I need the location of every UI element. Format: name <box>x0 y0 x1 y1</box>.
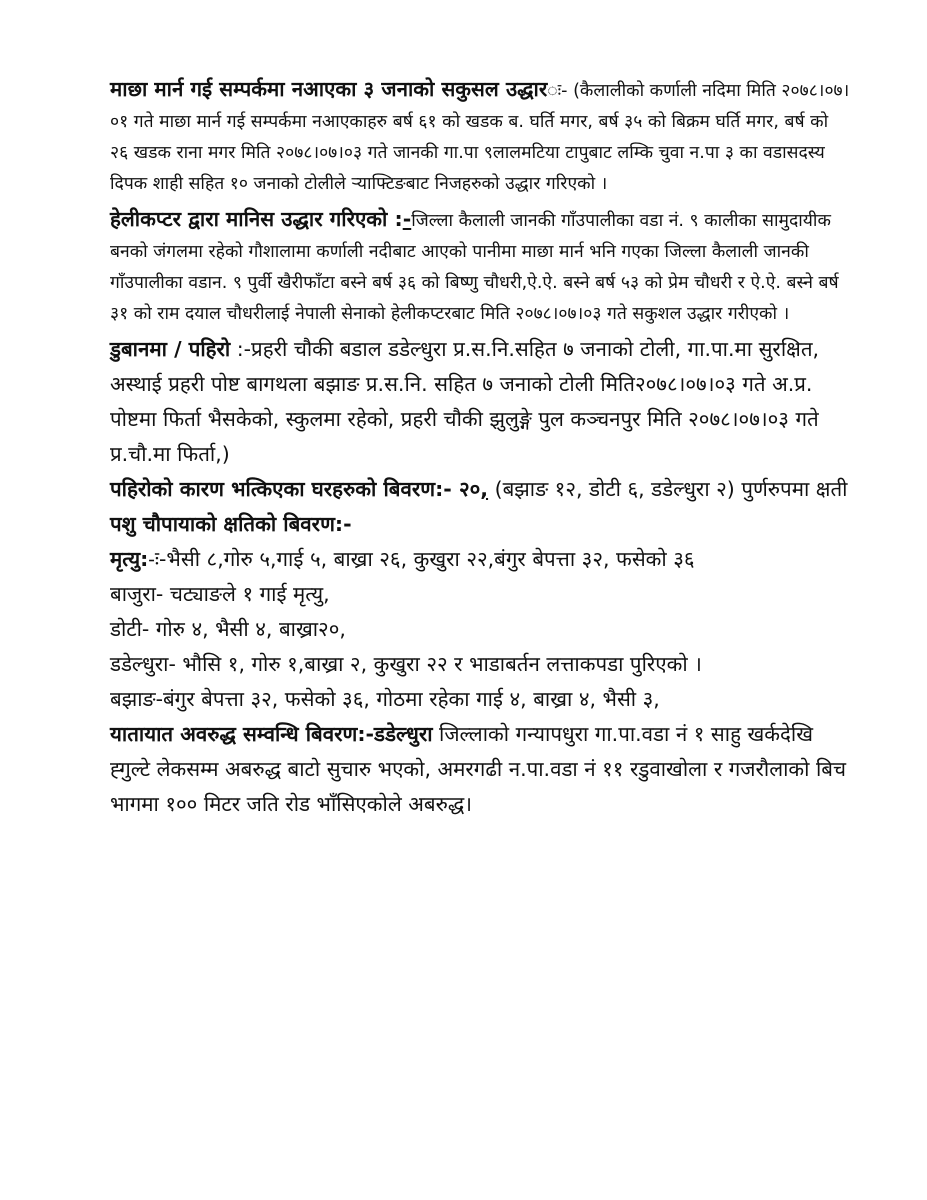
heading-traffic-blockage: यातायात अवरुद्ध सम्वन्धि बिवरण:-डडेल्धुरा <box>110 722 433 746</box>
line-bajhang <box>110 682 850 717</box>
document-page <box>110 72 850 822</box>
paragraph-flood-landslide <box>110 332 850 472</box>
heading-flood-landslide: डुबानमा / पहिरो <box>110 337 231 361</box>
heading-livestock-loss <box>110 507 850 542</box>
line-doti <box>110 612 850 647</box>
heading-fishermen-rescue: माछा मार्न गई सम्पर्कमा नआएका ३ जनाको सकुसल उद्धार <box>110 77 548 101</box>
heading-houses-damaged: पहिरोको कारण भत्किएका घरहरुको बिवरण:- २० <box>110 477 481 501</box>
body-helicopter-rescue: जिल्ला कैलाली जानकी गाँउपालीका वडा नं. ९ कालीका सामुदायीक बनको जंगलमा रहेको गौशालामा कर्णाली नदीबाट आएको पानीमा माछा मार्न भनि गएका जिल्ला कैलाली जानकी गाँउपालीका वडान. ९ पुर्वी खैरीफाँटा बस्ने बर्ष ३६ को बिष्णु चौधरी,ऐ.ऐ. बस्ने बर्ष ५३ को प्रेम चौधरी र ऐ.ऐ. बस्ने बर्ष ३१ को राम दयाल चौधरीलाई नेपाली सेनाको हेलीकप्टरबाट मिति २०७८।०७।०३ गते सकुशल उद्धार गरीएको । <box>110 211 839 324</box>
heading-separator-dash: - <box>402 207 412 231</box>
body-fishermen-rescue: (कैलालीको कर्णाली नदिमा मिति २०७८।०७।०१ गते माछा मार्न गई सम्पर्कमा नआएकाहरु बर्ष ६१ को खडक ब. घर्ति मगर, बर्ष ३५ को बिक्रम घर्ति मगर, बर्ष को २६ खडक राना मगर मिति २०७८।०७।०३ गते जानकी गा.पा ९लालमटिया टापुबाट लम्कि चुवा न.पा ३ का वडासदस्य दिपक शाही सहित १० जनाको टोलीले र्‍याफ्टिङबाट निजहरुको उद्धार गरिएको । <box>110 81 850 194</box>
paragraph-traffic-blockage <box>110 717 850 822</box>
line-bajura <box>110 577 850 612</box>
dadeldhura-text: डडेल्धुरा- भौसि १, गोरु १,बाख्रा २, कुखुरा २२ र भाडाबर्तन लत्ताकपडा पुरिएको । <box>110 652 702 676</box>
bajura-text: बाजुरा- चट्याङले १ गाई मृत्यु, <box>110 582 330 606</box>
paragraph-houses-damaged <box>110 472 850 507</box>
heading-deaths: मृत्यु: <box>110 547 149 571</box>
heading-helicopter-rescue: हेलीकप्टर द्वारा मानिस उद्धार गरिएको <box>110 207 388 231</box>
livestock-heading-text: पशु चौपायाको क्षतिको बिवरण:- <box>110 512 352 536</box>
paragraph-helicopter-rescue <box>110 202 850 330</box>
body-houses-damaged: (बझाङ १२, डोटी ६, डडेल्धुरा २) पुर्णरुपमा क्षती <box>488 477 848 501</box>
heading-separator: : <box>387 207 403 231</box>
heading-comma: , <box>480 477 489 501</box>
line-dadeldhura <box>110 647 850 682</box>
body-flood-landslide: :-प्रहरी चौकी बडाल डडेल्धुरा प्र.स.नि.सहित ७ जनाको टोली, गा.पा.मा सुरक्षित, अस्थाई प्रहरी पोष्ट बागथला बझाङ प्र.स.नि. सहित ७ जनाको टोली मिति२०७८।०७।०३ गते अ.प्र. पोष्टमा फिर्ता भैसकेको, स्कुलमा रहेको, प्रहरी चौकी झुलुङ्गे पुल कञ्चनपुर मिति २०७८।०७।०३ गते प्र.चौ.मा फिर्ता,) <box>110 337 820 466</box>
doti-text: डोटी- गोरु ४, भैसी ४, बाख्रा२०, <box>110 617 346 641</box>
paragraph-fishermen-rescue <box>110 72 850 200</box>
body-traffic-blockage: जिल्लाको गन्यापधुरा गा.पा.वडा नं १ साहु खर्कदेखि ह्गुल्टे लेकसम्म अबरुद्ध बाटो सुचारु भएको, अमरगढी न.पा.वडा नं ११ रडुवाखोला र गजरौलाको बिच भागमा १०० मिटर जति रोड भाँसिएकोले अबरुद्ध। <box>110 722 847 816</box>
heading-separator: ः- <box>547 81 568 101</box>
bajhang-text: बझाङ-बंगुर बेपत्ता ३२, फसेको ३६, गोठमा रहेका गाई ४, बाख्रा ४, भैसी ३, <box>110 687 660 711</box>
body-deaths: -ः-भैसी ८,गोरु ५,गाई ५, बाख्रा २६, कुखुरा २२,बंगुर बेपत्ता ३२, फसेको ३६ <box>148 547 695 571</box>
paragraph-livestock-deaths <box>110 542 850 577</box>
